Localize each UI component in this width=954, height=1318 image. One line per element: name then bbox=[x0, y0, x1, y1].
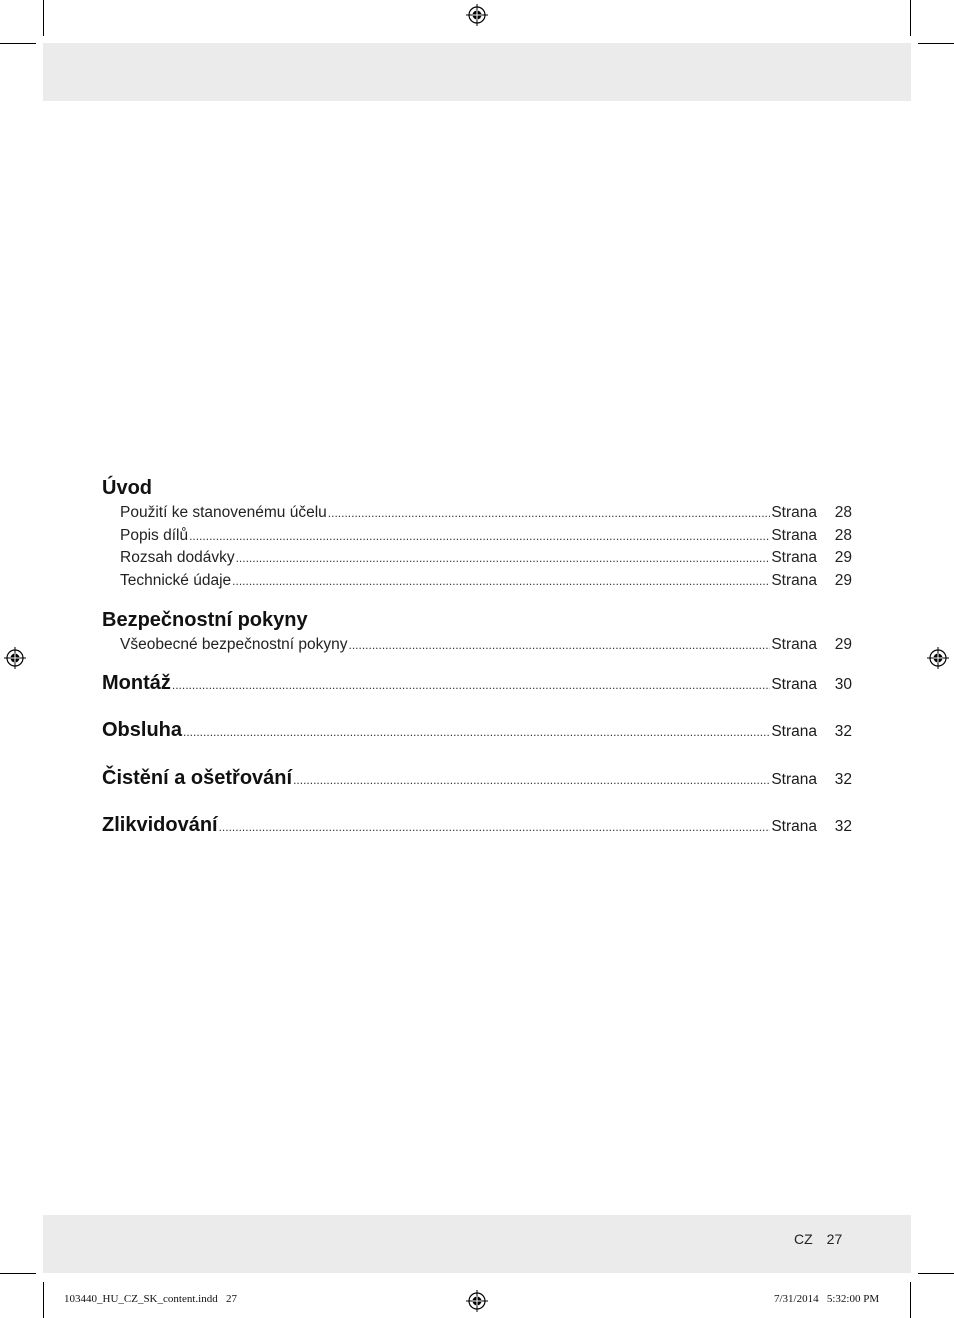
dot-leader bbox=[232, 570, 770, 593]
toc-strana-label: Strana bbox=[771, 723, 817, 741]
toc-strana-label: Strana bbox=[771, 770, 817, 788]
toc-strana-label: Strana bbox=[771, 504, 817, 521]
dot-leader bbox=[293, 764, 770, 796]
toc-section-bezpecnostni-pokyny bbox=[102, 606, 852, 657]
registration-crosshair-icon bbox=[466, 1290, 488, 1312]
slug-timestamp: 7/31/2014 5:32:00 PM bbox=[774, 1293, 880, 1305]
crop-mark bbox=[910, 0, 911, 36]
toc-entry-label: Použití ke stanovenému účelu bbox=[120, 504, 327, 521]
registration-crosshair-icon bbox=[4, 647, 26, 669]
toc-main-entry-label: Obsluha bbox=[102, 719, 183, 742]
crop-mark bbox=[43, 1282, 44, 1318]
toc-strana-label: Strana bbox=[771, 572, 817, 590]
toc-strana-label: Strana bbox=[771, 549, 817, 567]
toc-page-number: 28 bbox=[834, 526, 852, 544]
header-band bbox=[43, 43, 911, 101]
toc-entry-label: Všeobecné bezpečnostní pokyny bbox=[120, 635, 348, 653]
toc-page-number: 30 bbox=[834, 675, 852, 693]
crop-mark bbox=[43, 0, 44, 36]
toc-strana-label: Strana bbox=[771, 526, 817, 544]
dot-leader bbox=[189, 525, 770, 548]
toc-main-entry-label: Zlikvidování bbox=[102, 814, 218, 837]
registration-crosshair-icon bbox=[927, 647, 949, 669]
dot-leader bbox=[219, 811, 771, 843]
toc-entry[interactable] bbox=[102, 547, 852, 570]
toc-page-number: 32 bbox=[834, 723, 852, 741]
toc-main-entry-obsluha[interactable] bbox=[102, 714, 852, 748]
toc-page-number: 32 bbox=[834, 818, 852, 836]
section-title: Úvod bbox=[102, 477, 152, 499]
toc-entry[interactable] bbox=[102, 525, 852, 548]
toc-entry[interactable] bbox=[102, 634, 852, 657]
language-code: CZ bbox=[794, 1231, 813, 1247]
crop-mark bbox=[0, 43, 36, 44]
dot-leader bbox=[183, 716, 770, 748]
toc-entry[interactable] bbox=[102, 570, 852, 593]
toc-main-entry-cisteni[interactable] bbox=[102, 762, 852, 796]
toc-entry-label: Technické údaje bbox=[120, 572, 232, 590]
toc-main-entry-label: Montáž bbox=[102, 671, 171, 694]
dot-leader bbox=[172, 669, 770, 701]
section-title: Bezpečnostní pokyny bbox=[102, 608, 308, 631]
toc-page-number: 28 bbox=[834, 504, 852, 521]
dot-leader bbox=[236, 547, 771, 570]
crop-mark bbox=[910, 1282, 911, 1318]
toc-page-number: 32 bbox=[834, 770, 852, 788]
toc-entry-label: Popis dílů bbox=[120, 526, 189, 544]
toc-strana-label: Strana bbox=[771, 675, 817, 693]
dot-leader bbox=[328, 502, 771, 525]
toc-page-number: 29 bbox=[834, 549, 852, 567]
toc-page-number: 29 bbox=[834, 635, 852, 653]
toc-entry-label: Rozsah dodávky bbox=[120, 549, 235, 567]
registration-crosshair-icon bbox=[466, 4, 488, 26]
dot-leader bbox=[349, 634, 771, 657]
toc-page-number: 29 bbox=[834, 572, 852, 590]
toc-section-uvod bbox=[102, 474, 852, 593]
crop-mark bbox=[918, 1273, 954, 1274]
toc-strana-label: Strana bbox=[771, 818, 817, 836]
page-folio bbox=[794, 1231, 842, 1247]
page-number: 27 bbox=[826, 1231, 843, 1247]
slug-filename: 103440_HU_CZ_SK_content.indd 27 bbox=[64, 1293, 237, 1305]
crop-mark bbox=[918, 43, 954, 44]
footer-band bbox=[43, 1215, 911, 1273]
toc-main-entry-montaz[interactable] bbox=[102, 667, 852, 701]
toc-main-entry-label: Čistění a ošetřování bbox=[102, 766, 293, 789]
toc-entry[interactable] bbox=[102, 502, 852, 525]
toc-main-entry-zlikvidovani[interactable] bbox=[102, 809, 852, 843]
table-of-contents bbox=[102, 474, 852, 857]
crop-mark bbox=[0, 1273, 36, 1274]
toc-strana-label: Strana bbox=[771, 635, 817, 653]
